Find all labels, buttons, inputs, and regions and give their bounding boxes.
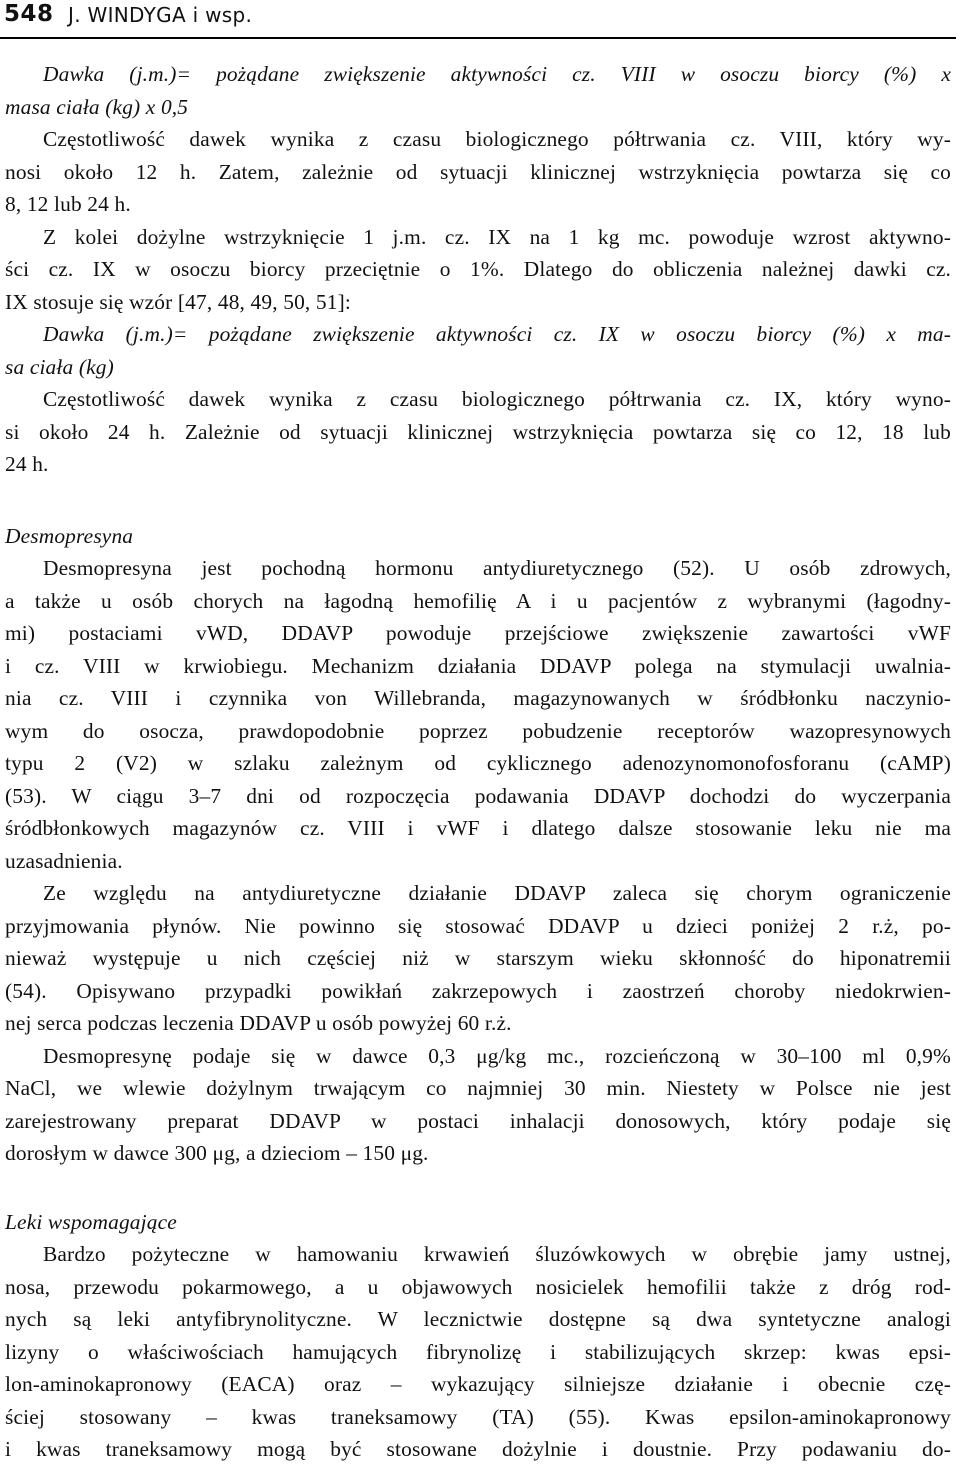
text-line: Dawka (j.m.)= pożądane zwiększenie aktywności cz. IX w osoczu biorcy (%) x ma- — [43, 322, 951, 346]
text-line: mi) postaciami vWD, DDAVP powoduje przejściowe zwiększenie zawartości vWF — [5, 621, 951, 645]
text-line: Desmopresynę podaje się w dawce 0,3 μg/kg mc., rozcieńczoną w 30–100 ml 0,9% — [43, 1043, 951, 1068]
text-line: sa ciała (kg) — [5, 354, 114, 379]
page-body — [5, 58, 951, 1466]
text-line: śródbłonkowych magazynów cz. VIII i vWF i dlatego dalsze stosowanie leku nie ma — [5, 816, 951, 840]
text-line: typu 2 (V2) w szlaku zależnym od cyklicznego adenozynomonofosforanu (cAMP) — [5, 751, 951, 775]
section-heading: Leki wspomagające — [5, 1209, 177, 1234]
text-line: 24 h. — [5, 452, 49, 476]
text-line: nej serca podczas leczenia DDAVP u osób powyżej 60 r.ż. — [5, 1011, 512, 1035]
section-text — [5, 1238, 951, 1466]
text-line: lon-aminokapronowy (EACA) oraz – wykazujący silniejsze działanie i obecnie czę- — [5, 1372, 951, 1396]
section-heading: Desmopresyna — [5, 523, 134, 548]
running-author: J. WINDYGA i wsp. — [68, 3, 253, 27]
text-line: nia cz. VIII i czynnika von Willebranda, magazynowanych w śródbłonku naczynio- — [5, 686, 951, 710]
text-line: NaCl, we wlewie dożylnym trwającym co najmniej 30 min. Niestety w Polsce nie jest — [5, 1076, 951, 1100]
dosage-formulas-block — [5, 58, 951, 481]
section-spacer — [5, 481, 951, 520]
running-header — [0, 0, 956, 39]
section-desmopresyna — [5, 520, 951, 1170]
text-line: dorosłym w dawce 300 μg, a dzieciom – 150 μg. — [5, 1141, 429, 1165]
text-line: Bardzo pożyteczne w hamowaniu krwawień śluzówkowych w obrębie jamy ustnej, — [43, 1242, 951, 1266]
section-text — [5, 552, 951, 1170]
section-leki-wspomagajace — [5, 1206, 951, 1466]
text-line: 8, 12 lub 24 h. — [5, 192, 131, 216]
text-line: nosi około 12 h. Zatem, zależnie od sytuacji klinicznej wstrzyknięcia powtarza się co — [5, 159, 951, 184]
text-line: wym do osocza, prawdopodobnie poprzez pobudzenie receptorów wazopresynowych — [5, 718, 951, 743]
text-line: nosa, przewodu pokarmowego, a u objawowych nosicielek hemofilii także z dróg rod- — [5, 1274, 951, 1299]
text-line: ści cz. IX w osoczu biorcy przeciętnie o 1%. Dlatego do obliczenia należnej dawki cz. — [5, 257, 951, 281]
text-line: masa ciała (kg) x 0,5 — [5, 94, 189, 119]
text-line: si około 24 h. Zależnie od sytuacji klinicznej wstrzyknięcia powtarza się co 12, 18 lub — [5, 419, 951, 444]
text-line: przyjmowania płynów. Nie powinno się stosować DDAVP u dzieci poniżej 2 r.ż, po- — [5, 913, 951, 938]
text-line: Z kolei dożylne wstrzyknięcie 1 j.m. cz. IX na 1 kg mc. powoduje wzrost aktywno- — [43, 224, 951, 249]
text-line: Częstotliwość dawek wynika z czasu biologicznego półtrwania cz. VIII, który wy- — [43, 127, 951, 151]
text-line: Częstotliwość dawek wynika z czasu biologicznego półtrwania cz. IX, który wyno- — [43, 387, 951, 411]
text-line: i kwas traneksamowy mogą być stosowane dożylnie i doustnie. Przy podawaniu do- — [5, 1437, 951, 1461]
text-line: Desmopresyna jest pochodną hormonu antydiuretycznego (52). U osób zdrowych, — [43, 556, 951, 580]
text-line: a także u osób chorych na łagodną hemofilię A i u pacjentów z wybranymi (łagodny- — [5, 588, 951, 613]
page-number: 548 — [4, 1, 54, 27]
text-line: (54). Opisywano przypadki powikłań zakrzepowych i zaostrzeń choroby niedokrwien- — [5, 978, 951, 1003]
section-spacer — [5, 1170, 951, 1206]
text-line: i cz. VIII w krwiobiegu. Mechanizm działania DDAVP polega na stymulacji uwalnia- — [5, 653, 951, 678]
text-line: Ze względu na antydiuretyczne działanie DDAVP zaleca się chorym ograniczenie — [43, 881, 951, 905]
text-line: nieważ występuje u nich częściej niż w starszym wieku skłonność do hiponatremii — [5, 946, 951, 970]
text-line: lizyny o właściwościach hamujących fibrynolizę i stabilizujących skrzep: kwas epsi- — [5, 1339, 951, 1364]
text-line: nych są leki antyfibrynolityczne. W lecznictwie dostępne są dwa syntetyczne analogi — [5, 1307, 951, 1331]
text-line: IX stosuje się wzór [47, 48, 49, 50, 51]: — [5, 289, 351, 314]
text-line: uzasadnienia. — [5, 848, 123, 873]
text-line: ściej stosowany – kwas traneksamowy (TA) (55). Kwas epsilon-aminokapronowy — [5, 1404, 951, 1429]
text-line: Dawka (j.m.)= pożądane zwiększenie aktywności cz. VIII w osoczu biorcy (%) x — [43, 62, 951, 86]
text-line: zarejestrowany preparat DDAVP w postaci inhalacji donosowych, który podaje się — [5, 1108, 951, 1133]
text-line: (53). W ciągu 3–7 dni od rozpoczęcia podawania DDAVP dochodzi do wyczerpania — [5, 783, 951, 808]
